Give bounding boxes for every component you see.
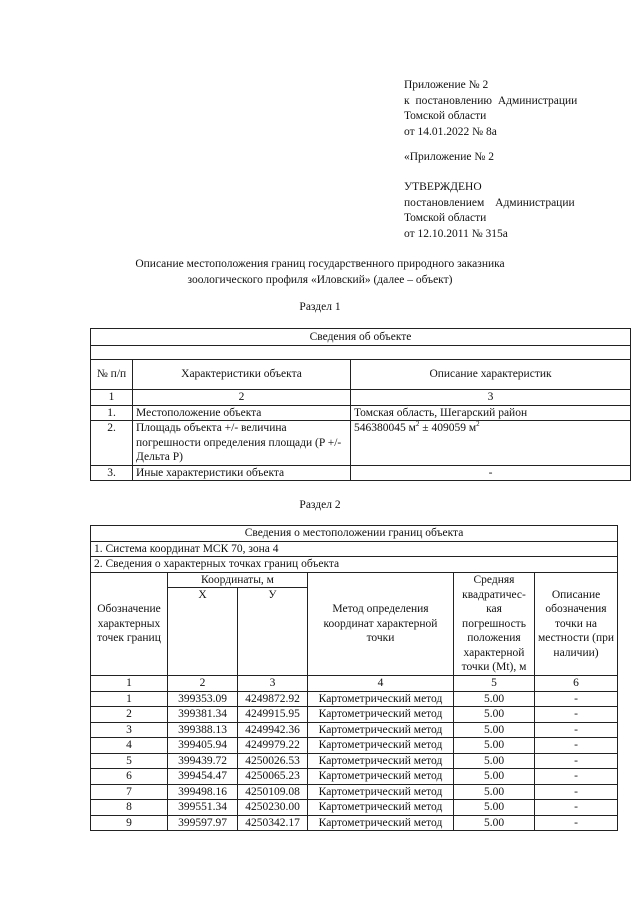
row-characteristic: Площадь объекта +/- величина погрешности определения площади (P +/- Дельта P) — [133, 421, 351, 466]
method: Картометрический метод — [308, 800, 454, 816]
object-info-title: Сведения об объекте — [91, 329, 631, 346]
point-description: - — [535, 738, 618, 754]
appendix-number: Приложение № 2 — [404, 79, 489, 91]
table-row — [91, 405, 631, 421]
quoted-appendix-header — [404, 150, 494, 166]
method: Картометрический метод — [308, 753, 454, 769]
col-header-description: Описание характеристик — [351, 360, 631, 390]
table-row — [91, 815, 618, 831]
coord-x: 399353.09 — [168, 691, 238, 707]
col-header-method: Метод определения координат характерной точки — [308, 572, 454, 676]
point-description: - — [535, 800, 618, 816]
coord-y: 4250026.53 — [238, 753, 308, 769]
point-description: - — [535, 784, 618, 800]
col-num: 2 — [168, 676, 238, 692]
points-info: 2. Сведения о характерных точках границ объекта — [91, 557, 618, 573]
col-header-y: У — [238, 588, 308, 676]
title-line-1: Описание местоположения границ государственного природного заказника — [135, 258, 505, 270]
point-number: 4 — [91, 738, 168, 754]
method: Картометрический метод — [308, 738, 454, 754]
point-description: - — [535, 691, 618, 707]
col-num: 2 — [133, 390, 351, 406]
table-row — [91, 800, 618, 816]
error: 5.00 — [454, 738, 535, 754]
section-1-label: Раздел 1 — [299, 301, 341, 313]
row-no: 3. — [91, 465, 133, 481]
spacer-row — [91, 346, 631, 360]
row-description: - — [351, 465, 631, 481]
row-description: Томская область, Шегарский район — [351, 405, 631, 421]
row-no: 1. — [91, 405, 133, 421]
col-header-x: X — [168, 588, 238, 676]
error: 5.00 — [454, 784, 535, 800]
error: 5.00 — [454, 707, 535, 723]
point-number: 7 — [91, 784, 168, 800]
point-number: 1 — [91, 691, 168, 707]
error-unit-sup: 2 — [476, 420, 480, 429]
col-num: 6 — [535, 676, 618, 692]
table-row — [91, 691, 618, 707]
table-row — [91, 707, 618, 723]
table-row — [91, 738, 618, 754]
area-error: ± 409059 м — [419, 422, 477, 434]
approval-region: Томской области — [404, 212, 487, 224]
coord-x: 399551.34 — [168, 800, 238, 816]
row-description-area — [351, 421, 631, 466]
row-characteristic: Иные характеристики объекта — [133, 465, 351, 481]
table-row — [91, 753, 618, 769]
document-title — [0, 256, 640, 288]
row-no: 2. — [91, 421, 133, 466]
point-number: 6 — [91, 769, 168, 785]
point-number: 2 — [91, 707, 168, 723]
coord-x: 399498.16 — [168, 784, 238, 800]
col-header-characteristic: Характеристики объекта — [133, 360, 351, 390]
coord-x: 399454.47 — [168, 769, 238, 785]
appendix-region: Томской области — [404, 110, 487, 122]
coord-x: 399405.94 — [168, 738, 238, 754]
coord-x: 399597.97 — [168, 815, 238, 831]
approval-by: постановлением Администрации — [404, 196, 575, 209]
col-num: 5 — [454, 676, 535, 692]
method: Картометрический метод — [308, 769, 454, 785]
method: Картометрический метод — [308, 815, 454, 831]
appendix-date: от 14.01.2022 № 8а — [404, 125, 497, 138]
error: 5.00 — [454, 800, 535, 816]
area-value: 546380045 м — [354, 422, 416, 434]
point-description: - — [535, 707, 618, 723]
coord-y: 4250065.23 — [238, 769, 308, 785]
points-body — [91, 691, 618, 831]
point-description: - — [535, 815, 618, 831]
table-row — [91, 769, 618, 785]
point-number: 5 — [91, 753, 168, 769]
coord-x: 399388.13 — [168, 722, 238, 738]
point-number: 9 — [91, 815, 168, 831]
error: 5.00 — [454, 753, 535, 769]
approval-block — [404, 180, 575, 242]
method: Картометрический метод — [308, 722, 454, 738]
coord-y: 4250109.08 — [238, 784, 308, 800]
method: Картометрический метод — [308, 691, 454, 707]
coord-y: 4249872.92 — [238, 691, 308, 707]
col-num: 1 — [91, 390, 133, 406]
appendix-resolution: к постановлению Администрации — [404, 94, 578, 107]
coord-y: 4250342.17 — [238, 815, 308, 831]
table-row — [91, 421, 631, 466]
approval-heading: УТВЕРЖДЕНО — [404, 181, 482, 193]
title-line-2: зоологического профиля «Иловский» (далее – объект) — [187, 274, 453, 286]
col-num: 3 — [351, 390, 631, 406]
method: Картометрический метод — [308, 707, 454, 723]
coord-x: 399439.72 — [168, 753, 238, 769]
col-header-description: Описание обозначения точки на местности (при наличии) — [535, 572, 618, 676]
col-num: 4 — [308, 676, 454, 692]
approval-date: от 12.10.2011 № 315а — [404, 227, 508, 240]
col-header-point: Обозначение характерных точек границ — [91, 572, 168, 676]
error: 5.00 — [454, 691, 535, 707]
coord-y: 4249942.36 — [238, 722, 308, 738]
coord-x: 399381.34 — [168, 707, 238, 723]
table-row — [91, 784, 618, 800]
coord-y: 4249915.95 — [238, 707, 308, 723]
table-row — [91, 465, 631, 481]
point-description: - — [535, 769, 618, 785]
error: 5.00 — [454, 815, 535, 831]
section-2-label: Раздел 2 — [299, 499, 341, 511]
col-header-no: № п/п — [91, 360, 133, 390]
table-row — [91, 722, 618, 738]
col-header-error: Средняя квадратичес-кая погрешность положения характерной точки (Mt), м — [454, 572, 535, 676]
coordinate-system: 1. Система координат МСК 70, зона 4 — [91, 541, 618, 557]
quoted-appendix-number: «Приложение № 2 — [404, 151, 494, 163]
boundary-points-table — [90, 525, 618, 831]
object-info-table — [90, 328, 631, 481]
method: Картометрический метод — [308, 784, 454, 800]
col-num: 3 — [238, 676, 308, 692]
boundary-table-title: Сведения о местоположении границ объекта — [91, 526, 618, 542]
appendix-header — [404, 78, 577, 140]
col-num: 1 — [91, 676, 168, 692]
point-number: 3 — [91, 722, 168, 738]
error: 5.00 — [454, 722, 535, 738]
row-characteristic: Местоположение объекта — [133, 405, 351, 421]
area-unit-sup: 2 — [415, 420, 420, 429]
error: 5.00 — [454, 769, 535, 785]
coord-y: 4249979.22 — [238, 738, 308, 754]
point-description: - — [535, 753, 618, 769]
col-header-coords: Координаты, м — [168, 572, 308, 588]
point-description: - — [535, 722, 618, 738]
point-number: 8 — [91, 800, 168, 816]
coord-y: 4250230.00 — [238, 800, 308, 816]
